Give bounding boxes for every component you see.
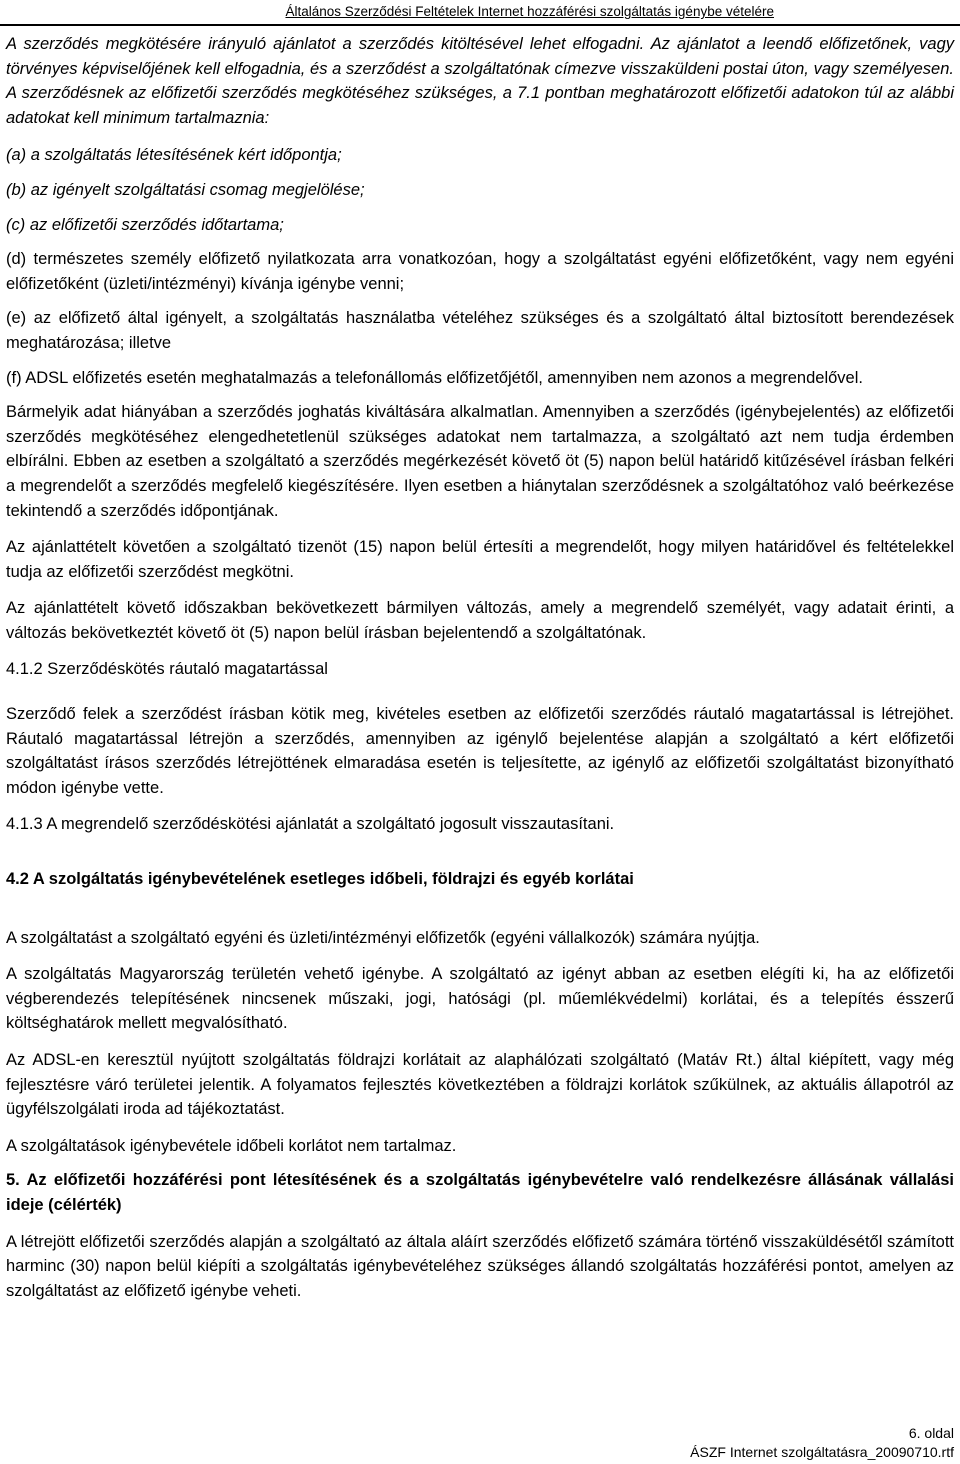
- paragraph-access-point: A létrejött előfizetői szerződés alapján a szolgáltató az általa aláírt szerződés előfizető számára történő visszaküldésétől számított harminc (30) napon belül kiépíti a szolgáltatás igénybevételéhez szükséges állandó szolgáltatás hozzáférési pontot, amelyen az szolgáltatást az előfizető igénybe veheti.: [6, 1232, 954, 1300]
- paragraph-offer-response: Az ajánlattételt követően a szolgáltató tizenöt (15) napon belül értesíti a megrendelőt, hogy milyen határidővel és feltételekkel tudja az előfizetői szerződést megkötni.: [6, 538, 954, 581]
- list-item-f: (f) ADSL előfizetés esetén meghatalmazás a telefonállomás előfizetőjétől, amennyiben nem azonos a megrendelővel.: [6, 368, 863, 387]
- page-footer: [690, 1424, 954, 1462]
- list-item-a: (a) a szolgáltatás létesítésének kért időpontja;: [6, 146, 342, 165]
- section-heading-4-2: 4.2 A szolgáltatás igénybevételének esetleges időbeli, földrajzi és egyéb korlátai: [6, 870, 634, 889]
- paragraph-implied-contract: Szerződő felek a szerződést írásban kötik meg, kivételes esetben az előfizetői szerződés ráutaló magatartással is létrejöhet. Ráutaló magatartással létrejön a szerződés, amennyiben az igénylő bejelentése alapján a szolgáltató a kért előfizetői szolgáltatást írásos szerződés létrejöttének elmaradása esetén is teljesítette, az igénylő az előfizetői szolgáltatást bizonyítható módon igénybe vette.: [6, 705, 954, 797]
- paragraph-time-limits: A szolgáltatások igénybevétele időbeli korlátot nem tartalmaz.: [6, 1136, 457, 1155]
- paragraph-service-users: A szolgáltatást a szolgáltató egyéni és üzleti/intézményi előfizetők (egyéni vállalkozók) számára nyújtja.: [6, 928, 760, 947]
- paragraph-adsl-limits: Az ADSL-en keresztül nyújtott szolgáltatás földrajzi korlátait az alaphálózati szolgáltató (Matáv Rt.) által kiépített, vagy még fejlesztésre váró területei jelentik. A folyamatos fejlesztés következtében a földrajzi korlátok szűkülnek, az aktuális állapotról az ügyfélszolgálati iroda ad tájékoztatást.: [6, 1051, 954, 1119]
- list-item-e: (e) az előfizető által igényelt, a szolgáltatás használatba vételéhez szükséges és a szolgáltató által biztosított berendezések meghatározása; illetve: [6, 309, 954, 352]
- running-header: Általános Szerződési Feltételek Internet hozzáférési szolgáltatás igénybe vételére: [285, 4, 774, 19]
- paragraph-missing-data: Bármelyik adat hiányában a szerződés joghatás kiváltására alkalmatlan. Amennyiben a szerződés (igénybejelentés) az előfizetői szerződés megkötéséhez elengedhetetlenül szükséges adatokat nem tartalmazza, a szolgáltató azt nem tudja érdemben elbírálni. Ebben az esetben a szolgáltató a szerződés megérkezését követő öt (5) napon belül határidő kitűzésével írásban felkéri a megrendelőt a szerződés megfelelő kiegészítésére. Ilyen esetben a hiánytalan szerződésnek a szolgáltatóhoz való beérkezése tekintendő a szerződés időpontjának.: [6, 403, 954, 520]
- section-heading-5: 5. Az előfizetői hozzáférési pont létesítésének és a szolgáltatás igénybevételre való rendelkezésre állásának vállalási ideje (célérték): [6, 1171, 954, 1214]
- list-item-d: (d) természetes személy előfizető nyilatkozata arra vonatkozóan, hogy a szolgáltatást egyéni előfizetőként, vagy nem egyéni előfizetőként (üzleti/intézményi) kívánja igénybe venni;: [6, 250, 954, 293]
- document-body: [6, 28, 954, 1303]
- paragraph-changes: Az ajánlattételt követő időszakban bekövetkezett bármilyen változás, amely a megrendelő személyét, vagy adatait érinti, a változás bekövetkeztét követő öt (5) napon belül írásban bejelentendő a szolgáltatónak.: [6, 599, 954, 642]
- section-heading-4-1-2: 4.1.2 Szerződéskötés ráutaló magatartással: [6, 660, 328, 679]
- file-name: ÁSZF Internet szolgáltatásra_20090710.rtf: [690, 1444, 954, 1460]
- list-item-c: (c) az előfizetői szerződés időtartama;: [6, 215, 284, 234]
- page-number: 6. oldal: [908, 1425, 954, 1441]
- paragraph-intro: A szerződés megkötésére irányuló ajánlatot a szerződés kitöltésével lehet elfogadni. Az ajánlatot a leendő előfizetőnek, vagy törvényes képviselőjének kell elfogadnia, és a szerződést a szolgáltatónak címezve visszaküldeni postai úton, vagy személyesen. A szerződésnek az előfizetői szerződés megkötéséhez szükséges, a 7.1 pontban meghatározott előfizetői adatokon túl az alábbi adatokat kell minimum tartalmaznia:: [6, 35, 954, 127]
- section-4-1-3: 4.1.3 A megrendelő szerződéskötési ajánlatát a szolgáltató jogosult visszautasítani.: [6, 815, 615, 834]
- list-item-b: (b) az igényelt szolgáltatási csomag megjelölése;: [6, 180, 365, 199]
- paragraph-service-area: A szolgáltatás Magyarország területén vehető igénybe. A szolgáltató az igényt abban az esetben elégíti ki, ha az előfizetői végberendezés telepítésének nincsenek műszaki, jogi, hatósági (pl. műemlékvédelmi) korlátai, és a telepítés ésszerű költséghatárok mellett megvalósítható.: [6, 965, 954, 1033]
- header-rule: [0, 24, 960, 26]
